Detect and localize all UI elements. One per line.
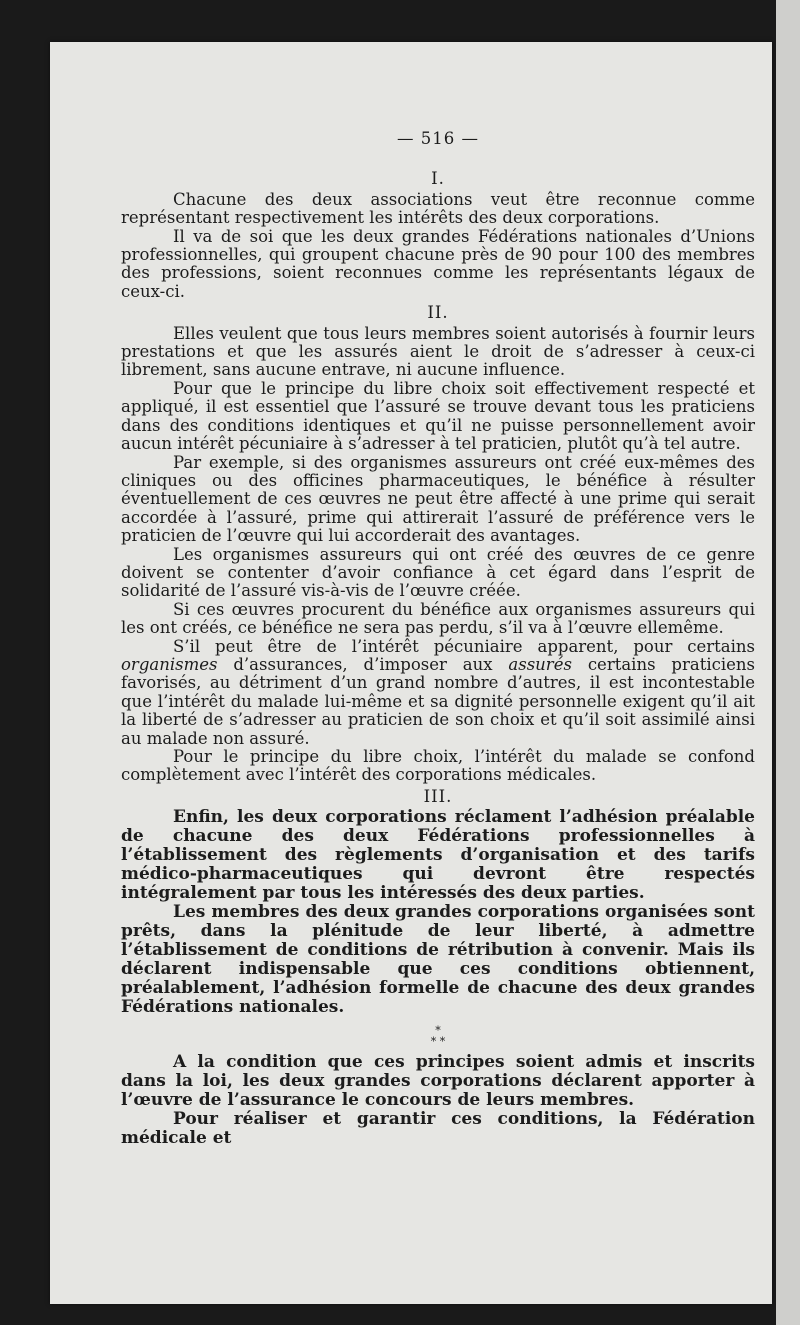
paragraph: Elles veulent que tous leurs membres soient autorisés à fournir leurs prestations et que les assurés aient le droit de s’adresser à ceux-ci librement, sans aucune entrave, ni aucune influence. (121, 323, 755, 380)
paragraph: Les membres des deux grandes corporations organisées sont prêts, dans la plénitude de leur liberté, à admettre l’établissement de conditions de rétribution à convenir. Mais ils déclarent indispensable que ces conditions obtiennent, préalablement, l’adhésion formelle de chacune des deux grandes Fédérations nationales. (121, 902, 755, 1018)
asterism-text: * * * (430, 1024, 446, 1049)
paragraph: Par exemple, si des organismes assureurs ont créé eux-mêmes des cliniques ou des officines pharmaceutiques, le bénéfice à résulter éventuellement de ces œuvres ne peut être affecté à une prime qui serait accordée à l’assuré, prime qui attirerait l’assuré de préférence vers le praticien de l’œuvre qui lui accorderait des avantages. (121, 452, 755, 546)
section-heading-2: II. (427, 303, 449, 323)
paragraph: Enfin, les deux corporations réclament l’adhésion préalable de chacune des deux Fédérations professionnelles à l’établissement des règlements d’organisation et des tarifs médico-pharmaceutiques qui devront être respectés intégralement par tous les intéressés des deux parties. (121, 807, 755, 904)
page-number: — 516 — (397, 129, 479, 148)
paragraph: Les organismes assureurs qui ont créé des œuvres de ce genre doivent se contenter d’avoir confiance à cet égard dans l’esprit de solidarité de l’assuré vis-à-vis de l’œuvre créée. (121, 544, 755, 601)
paragraph: Si ces œuvres procurent du bénéfice aux organismes assureurs qui les ont créés, ce bénéfice ne sera pas perdu, s’il va à l’œuvre ellemême. (121, 599, 755, 638)
italic-run: organismes (121, 654, 218, 674)
paragraph: Pour que le principe du libre choix soit effectivement respecté et appliqué, il est essentiel que l’assuré se trouve devant tous les praticiens dans des conditions identiques et qu’il ne puisse personnellement avoir aucun intérêt pécuniaire à s’adresser à tel praticien, plutôt qu’à tel autre. (121, 378, 755, 454)
page-text (121, 130, 755, 1148)
section-heading-1: I. (431, 169, 445, 189)
asterism-separator (121, 1025, 755, 1047)
paragraph: Il va de soi que les deux grandes Fédérations nationales d’Unions professionnelles, qui groupent chacune près de 90 pour 100 des membres des professions, soient reconnues comme les représentants légaux de ceux-ci. (121, 226, 755, 301)
text-run: certains praticiens favorisés, au détriment d’un grand nombre d’autres, il est incontestable que l’intérêt du malade lui-même et sa dignité personnelle exigent qu’il ait la liberté de s’adresser au praticien de son choix et qu’il soit assimilé ainsi au malade non assuré. (121, 654, 756, 748)
section-heading-3: III. (423, 786, 453, 806)
paragraph: Chacune des deux associations veut être reconnue comme représentant respectivement les intérêts des deux corporations. (121, 189, 755, 228)
text-run: d’assurances, d’imposer aux (217, 654, 509, 674)
paragraph-with-italics (121, 638, 755, 748)
scan-margin (776, 0, 800, 1325)
paragraph: A la condition que ces principes soient admis et inscrits dans la loi, les deux grandes corporations déclarent apporter à l’œuvre de l’assurance le concours de leurs membres. (121, 1052, 755, 1111)
paragraph: Pour le principe du libre choix, l’intérêt du malade se confond complètement avec l’intérêt des corporations médicales. (121, 747, 755, 785)
paragraph: Pour réaliser et garantir ces conditions, la Fédération médicale et (121, 1109, 755, 1149)
text-run: S’il peut être de l’intérêt pécuniaire apparent, pour certains (173, 636, 755, 656)
italic-run: assurés (508, 654, 572, 674)
